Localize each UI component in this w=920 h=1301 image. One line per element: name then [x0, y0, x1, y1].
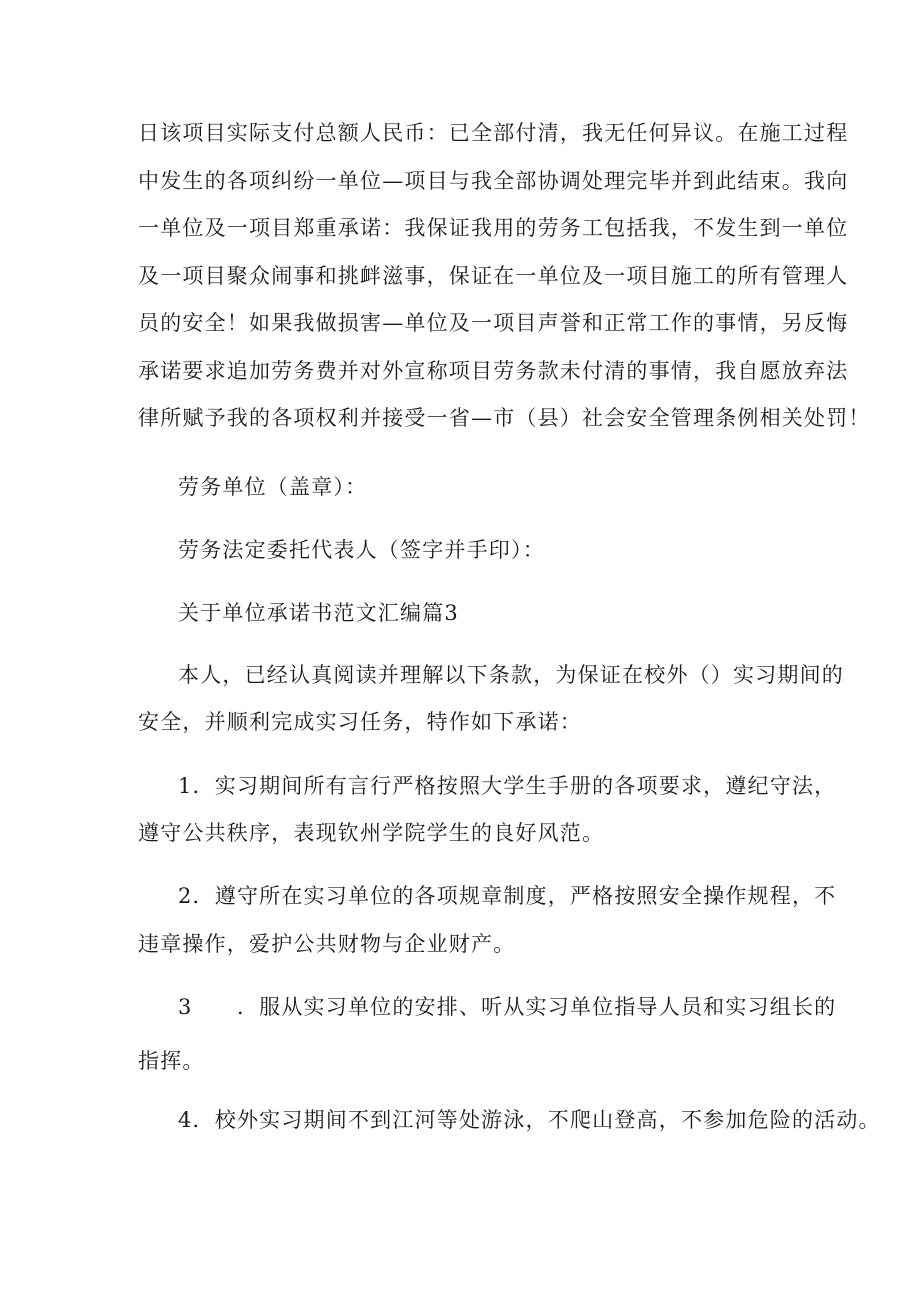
body-line: 及一项目聚众闹事和挑衅滋事，保证在一单位及一项目施工的所有管理人 [138, 264, 849, 288]
body-line: 律所赋予我的各项权利并接受一省—市（县）社会安全管理条例相关处罚！ [138, 406, 871, 430]
list-item-3-line: 3 ．服从实习单位的安排、听从实习单位指导人员和实习组长的 [178, 995, 837, 1019]
list-item-2-line: 2．遵守所在实习单位的各项规章制度，严格按照安全操作规程，不 [178, 884, 837, 908]
list-item-1-line: 遵守公共秩序，表现钦州学院学生的良好风范。 [138, 821, 605, 845]
section-title: 关于单位承诺书范文汇编篇3 [178, 601, 459, 625]
sign-unit-label: 劳务单位（盖章）： [178, 475, 368, 499]
list-item-3-line: 指挥。 [138, 1049, 205, 1073]
list-item-4-line: 4．校外实习期间不到江河等处游泳，不爬山登高，不参加危险的活动。 [178, 1108, 881, 1132]
body-line: 员的安全！如果我做损害—单位及一项目声誉和正常工作的事情，另反悔 [138, 311, 849, 335]
list-item-1-line: 1．实习期间所有言行严格按照大学生手册的各项要求，遵纪守法， [178, 774, 837, 798]
intro-line: 本人，已经认真阅读并理解以下条款，为保证在校外（）实习期间的 [178, 663, 844, 687]
body-line: 中发生的各项纠纷一单位—项目与我全部协调处理完毕并到此结束。我向 [138, 169, 849, 193]
intro-line: 安全，并顺利完成实习任务，特作如下承诺： [138, 710, 582, 734]
list-item-2-line: 违章操作，爱护公共财物与企业财产。 [138, 932, 516, 956]
body-line: 承诺要求追加劳务费并对外宣称项目劳务款未付清的事情，我自愿放弃法 [138, 359, 849, 383]
body-line: 一单位及一项目郑重承诺：我保证我用的劳务工包括我，不发生到一单位 [138, 216, 849, 240]
sign-representative-label: 劳务法定委托代表人（签字并手印）： [178, 538, 545, 562]
body-line: 日该项目实际支付总额人民币：已全部付清，我无任何异议。在施工过程 [138, 121, 849, 145]
